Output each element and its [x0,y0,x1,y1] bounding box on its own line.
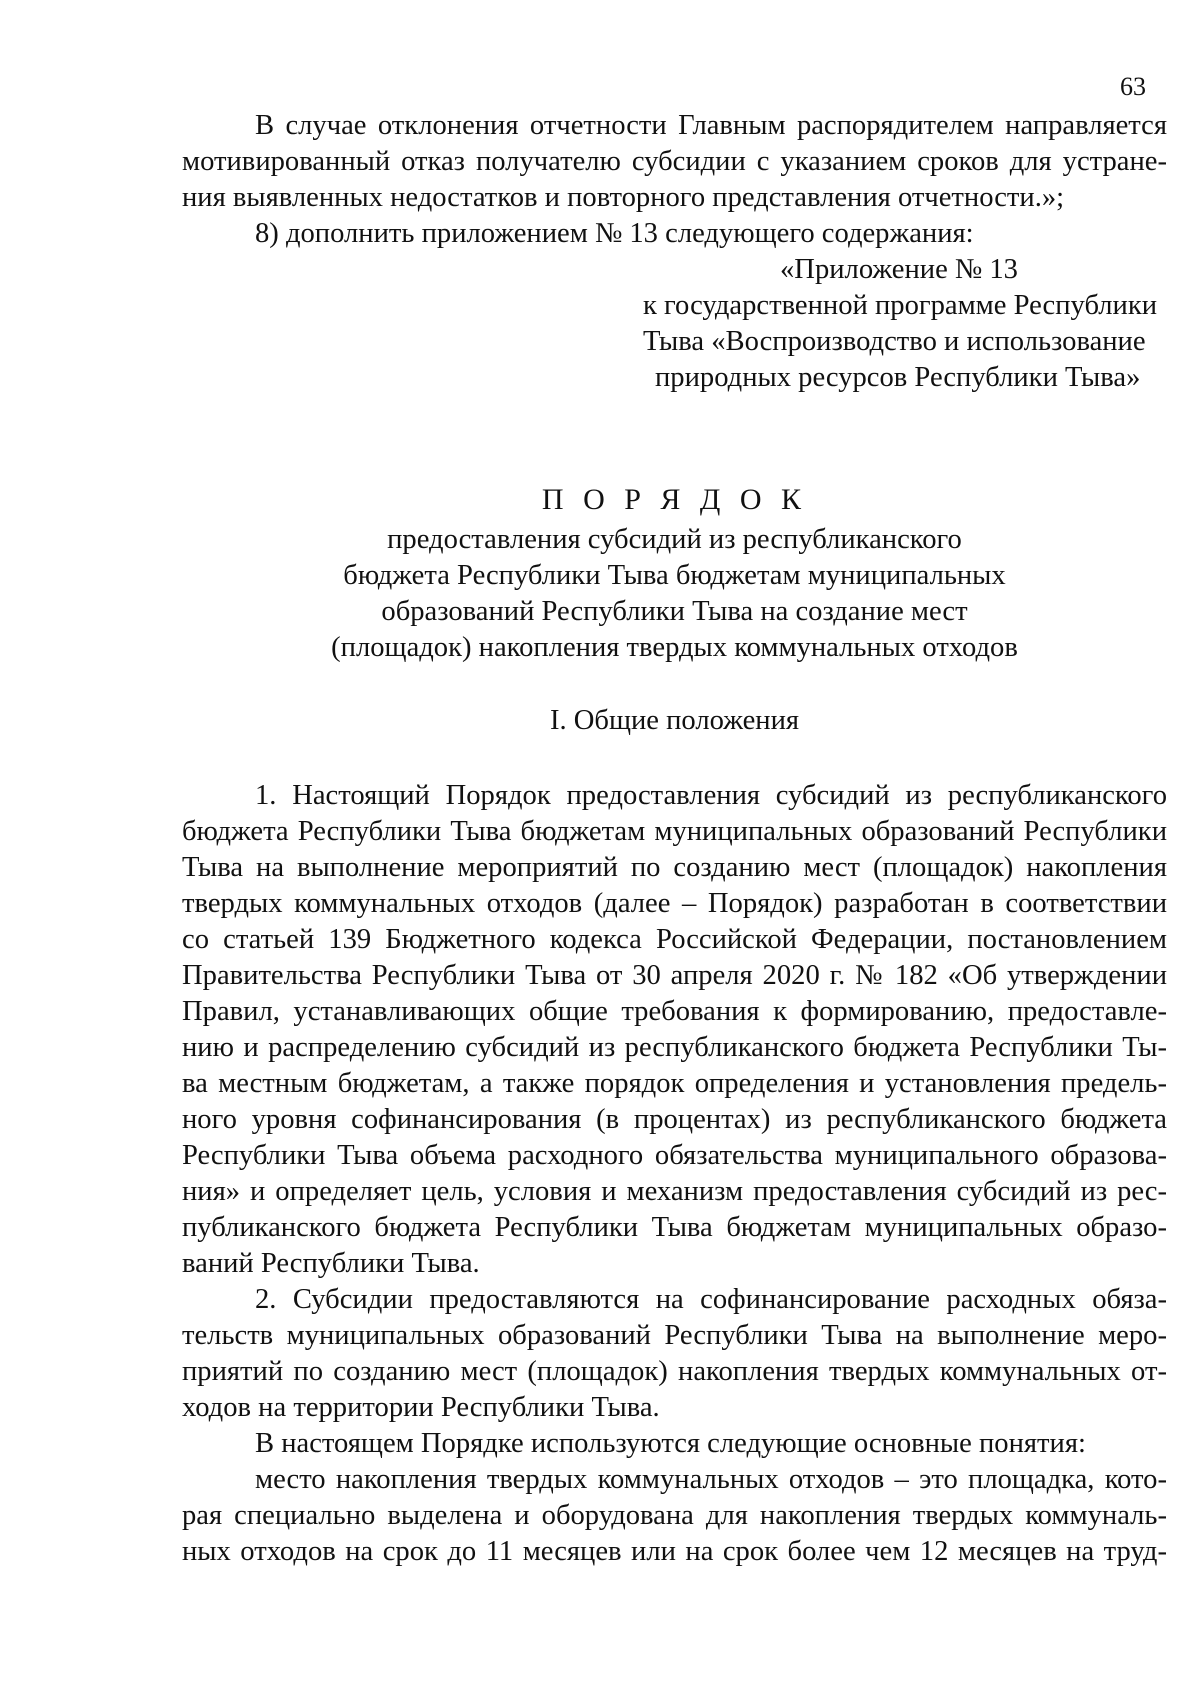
body-line: нию и распределению субсидий из республиканского бюджета Республики Ты- [182,1032,1167,1063]
text-line: ния выявленных недостатков и повторного представления отчетности.»; [182,182,1065,213]
annex-line: природных ресурсов Республики Тыва» [655,362,1141,393]
body-line: бюджета Республики Тыва бюджетам муниципальных образований Республики [182,816,1167,847]
document-title: П О Р Я Д О К [541,483,808,516]
body-line: рая специально выделена и оборудована для накопления твердых коммуналь- [182,1500,1167,1531]
body-line: ного уровня софинансирования (в процентах) из республиканского бюджета [182,1104,1167,1135]
body-line: ваний Республики Тыва. [182,1248,480,1279]
body-line: публиканского бюджета Республики Тыва бюджетам муниципальных образо- [182,1212,1167,1243]
body-line: Тыва на выполнение мероприятий по созданию мест (площадок) накопления [182,852,1167,883]
annex-line: к государственной программе Республики [643,290,1158,321]
page-number: 63 [1120,72,1146,101]
text-line: мотивированный отказ получателю субсидии с указанием сроков для устране- [182,146,1167,177]
body-line: Правительства Республики Тыва от 30 апреля 2020 г. № 182 «Об утверждении [182,960,1167,991]
body-line: ных отходов на срок до 11 месяцев или на срок более чем 12 месяцев на труд- [182,1536,1167,1567]
body-line: ходов на территории Республики Тыва. [182,1392,660,1423]
body-line: со статьей 139 Бюджетного кодекса Российской Федерации, постановлением [182,924,1167,955]
text-line: В случае отклонения отчетности Главным распорядителем направляется [255,110,1167,141]
title-subtitle-line: образований Республики Тыва на создание мест [381,596,968,627]
body-line: ва местным бюджетам, а также порядок определения и установления предель- [182,1068,1167,1099]
body-line: Республики Тыва объема расходного обязательства муниципального образова- [182,1140,1167,1171]
body-line: Правил, устанавливающих общие требования к формированию, предоставле- [182,996,1167,1027]
text-line: 8) дополнить приложением № 13 следующего содержания: [255,218,974,249]
body-line: В настоящем Порядке используются следующие основные понятия: [255,1428,1086,1459]
title-subtitle-line: предоставления субсидий из республиканского [387,524,962,555]
body-line: приятий по созданию мест (площадок) накопления твердых коммунальных от- [182,1356,1167,1387]
annex-line: «Приложение № 13 [780,254,1018,285]
body-line: место накопления твердых коммунальных отходов – это площадка, кото- [255,1464,1167,1495]
body-line: 2. Субсидии предоставляются на софинансирование расходных обяза- [255,1284,1167,1315]
title-subtitle-line: (площадок) накопления твердых коммунальных отходов [331,632,1018,663]
annex-line: Тыва «Воспроизводство и использование [643,326,1146,357]
body-line: тельств муниципальных образований Республики Тыва на выполнение меро- [182,1320,1167,1351]
body-line: 1. Настоящий Порядок предоставления субсидий из республиканского [255,780,1167,811]
title-subtitle-line: бюджета Республики Тыва бюджетам муниципальных [343,560,1006,591]
body-line: ния» и определяет цель, условия и механизм предоставления субсидий из рес- [182,1176,1167,1207]
body-line: твердых коммунальных отходов (далее – Порядок) разработан в соответствии [182,888,1167,919]
section-heading: I. Общие положения [549,705,800,736]
